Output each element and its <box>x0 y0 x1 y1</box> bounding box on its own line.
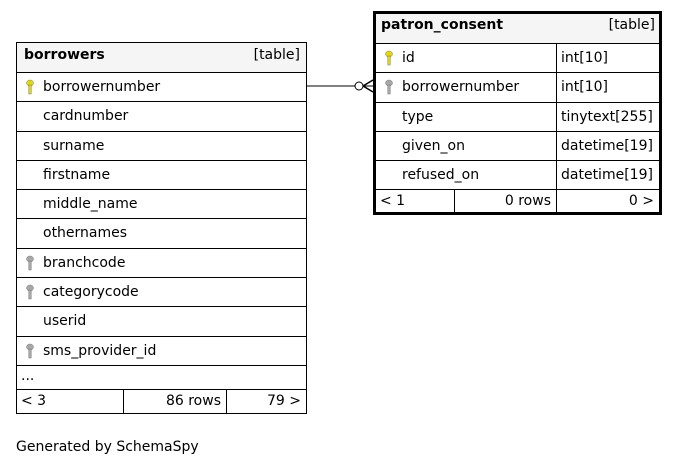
parents-count[interactable]: < 1 <box>380 193 406 210</box>
patron-consent-table[interactable] <box>373 11 662 215</box>
column-name: type <box>402 108 434 125</box>
table-header <box>376 14 659 44</box>
column-name: sms_provider_id <box>43 342 157 359</box>
primary-key-icon <box>24 79 38 95</box>
ellipsis-text: ... <box>21 367 35 384</box>
column-name: borrowernumber <box>43 79 161 95</box>
column-name: cardnumber <box>43 108 129 125</box>
row-count: 86 rows <box>123 390 226 414</box>
column-name: refused_on <box>402 167 480 184</box>
column-name: firstname <box>43 166 111 183</box>
column-type: datetime[19] <box>556 132 659 160</box>
table-kind: [table] <box>608 17 655 33</box>
parents-count[interactable]: < 3 <box>21 392 47 409</box>
column-name: borrowernumber <box>402 79 520 96</box>
column-row[interactable] <box>376 161 659 190</box>
column-row[interactable] <box>376 103 659 132</box>
table-footer <box>17 390 306 414</box>
column-name: surname <box>43 137 105 154</box>
column-row[interactable] <box>17 73 306 102</box>
table-footer <box>376 190 659 214</box>
column-name: userid <box>43 313 87 330</box>
column-type: datetime[19] <box>556 161 659 189</box>
column-name: id <box>402 50 415 66</box>
column-row[interactable] <box>376 73 659 102</box>
column-row[interactable] <box>17 132 306 161</box>
column-name: given_on <box>402 137 465 154</box>
foreign-key-icon <box>383 79 397 95</box>
table-name[interactable]: patron_consent <box>381 17 504 33</box>
column-row[interactable] <box>17 102 306 131</box>
credit-text: Generated by SchemaSpy <box>16 439 199 455</box>
table-kind: [table] <box>253 47 300 63</box>
table-name[interactable]: borrowers <box>24 47 105 63</box>
row-count: 0 rows <box>454 190 556 214</box>
column-name: othernames <box>43 225 128 242</box>
foreign-key-icon <box>24 343 38 359</box>
borrowers-table[interactable] <box>16 42 307 414</box>
column-row[interactable] <box>17 161 306 190</box>
column-type: tinytext[255] <box>556 103 659 131</box>
children-count[interactable]: 79 > <box>226 390 306 414</box>
column-name: branchcode <box>43 254 126 271</box>
column-row[interactable] <box>17 219 306 248</box>
foreign-key-icon <box>24 255 38 271</box>
column-name: middle_name <box>43 196 138 213</box>
column-row[interactable] <box>17 249 306 278</box>
children-count[interactable]: 0 > <box>556 190 659 214</box>
column-row[interactable] <box>17 307 306 336</box>
column-row[interactable] <box>17 278 306 307</box>
more-columns <box>17 366 306 390</box>
column-row[interactable] <box>376 44 659 73</box>
column-row[interactable] <box>17 190 306 219</box>
primary-key-icon <box>383 50 397 66</box>
column-row[interactable] <box>376 132 659 161</box>
column-row[interactable] <box>17 337 306 366</box>
foreign-key-icon <box>24 284 38 300</box>
column-type: int[10] <box>556 44 659 72</box>
column-name: categorycode <box>43 284 139 301</box>
column-type: int[10] <box>556 73 659 101</box>
table-header <box>17 43 306 73</box>
